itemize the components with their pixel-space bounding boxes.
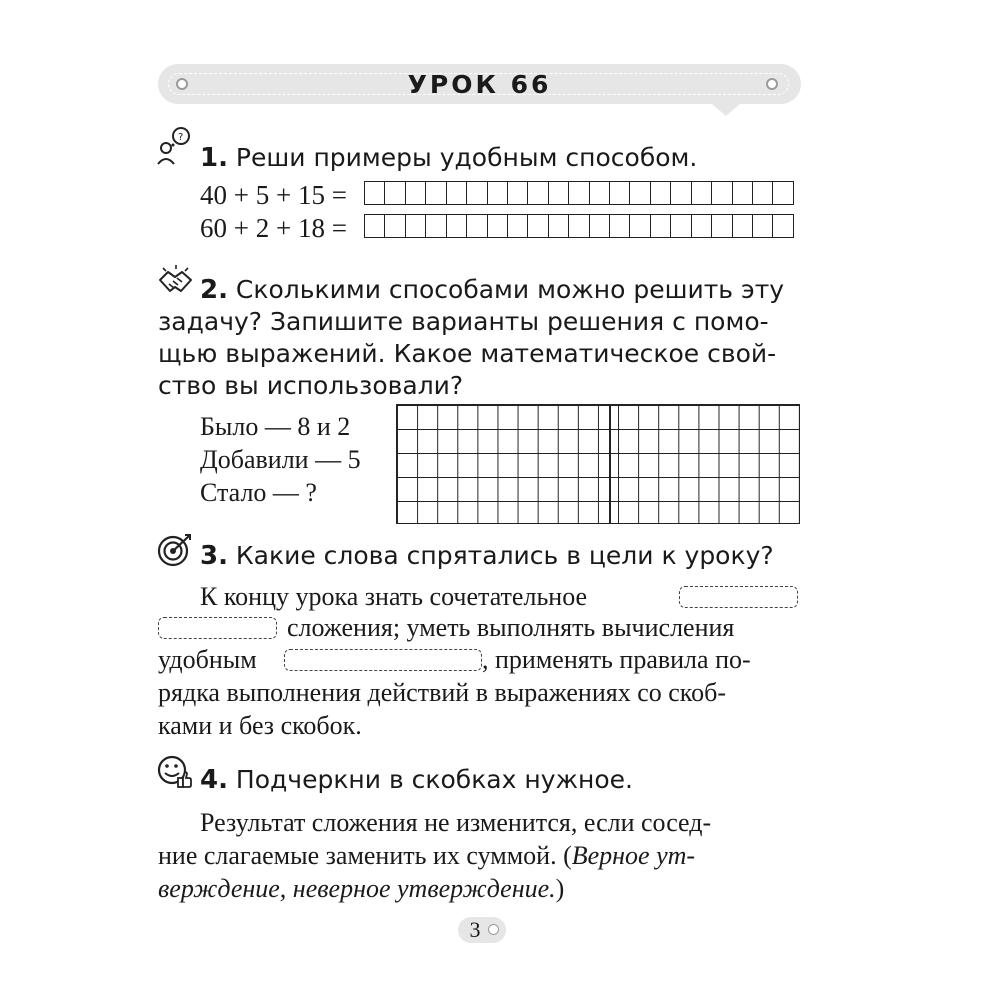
banner-tail [712, 104, 740, 116]
task4-line-2 [158, 839, 695, 872]
options-continued[interactable]: верждение, неверное утверждение. [158, 874, 556, 903]
answer-cells-2[interactable] [364, 214, 794, 238]
task4-text: Подчеркни в скобках нужное. [235, 765, 633, 794]
given-was: Было — 8 и 2 [200, 412, 351, 441]
target-icon [157, 532, 193, 568]
task1-expression-1: 40 + 5 + 15 = [200, 180, 347, 210]
task2-line-2: задачу? Запишите варианты решения с помо- [158, 307, 769, 336]
blank-field-3[interactable] [284, 649, 482, 671]
task3-line-1: К концу урока знать сочетательное [200, 582, 588, 611]
task1-heading [200, 142, 697, 174]
page-number: 3 [469, 917, 481, 942]
given-became: Стало — ? [200, 478, 317, 507]
task3-text: Какие слова спрятались в цели к уроку? [235, 541, 774, 570]
option-true[interactable]: Верное ут- [571, 841, 696, 870]
task2-line-4: ство вы использовали? [158, 371, 464, 400]
task3-line-3a: удобным [158, 645, 257, 674]
answer-cells-1[interactable] [364, 181, 794, 205]
task3-line-3b: , применять правила по- [482, 645, 751, 674]
task3-line-4: рядка выполнения действий в выражениях со скоб- [158, 678, 726, 707]
svg-text:?: ? [178, 132, 184, 143]
lesson-title: УРОК 66 [407, 70, 552, 99]
task3-line-2: сложения; уметь выполнять вычисления [287, 613, 735, 642]
task1-expression-2: 60 + 2 + 18 = [200, 213, 347, 243]
smiley-thumbs-up-icon [156, 754, 194, 790]
closing-paren: ) [555, 874, 565, 903]
task4-number: 4. [200, 765, 228, 795]
task4-line-1: Результат сложения не изменится, если сосед- [200, 808, 712, 837]
task1-number: 1. [200, 143, 228, 173]
given-added: Добавили — 5 [200, 445, 361, 474]
task3-heading [200, 540, 774, 572]
task4-heading [200, 764, 633, 796]
task3-line-5: ками и без скобок. [158, 711, 362, 740]
blank-field-1[interactable] [679, 586, 798, 608]
task2-line-1: Сколькими способами можно решить эту [235, 275, 785, 304]
task4-line-3 [158, 872, 564, 905]
task2-line-3: щью выражений. Какое математическое свой- [158, 339, 777, 368]
task2-heading [200, 274, 784, 306]
task4-line-2-text: ние слагаемые заменить их суммой. ( [158, 841, 572, 870]
thinking-person-icon [156, 126, 192, 166]
task2-number: 2. [200, 275, 228, 305]
blank-field-2[interactable] [158, 617, 277, 639]
solution-grid[interactable] [396, 404, 800, 524]
page-dot-icon [488, 924, 499, 935]
handshake-icon [157, 264, 195, 300]
task3-number: 3. [200, 541, 228, 571]
task1-text: Реши примеры удобным способом. [235, 143, 698, 172]
